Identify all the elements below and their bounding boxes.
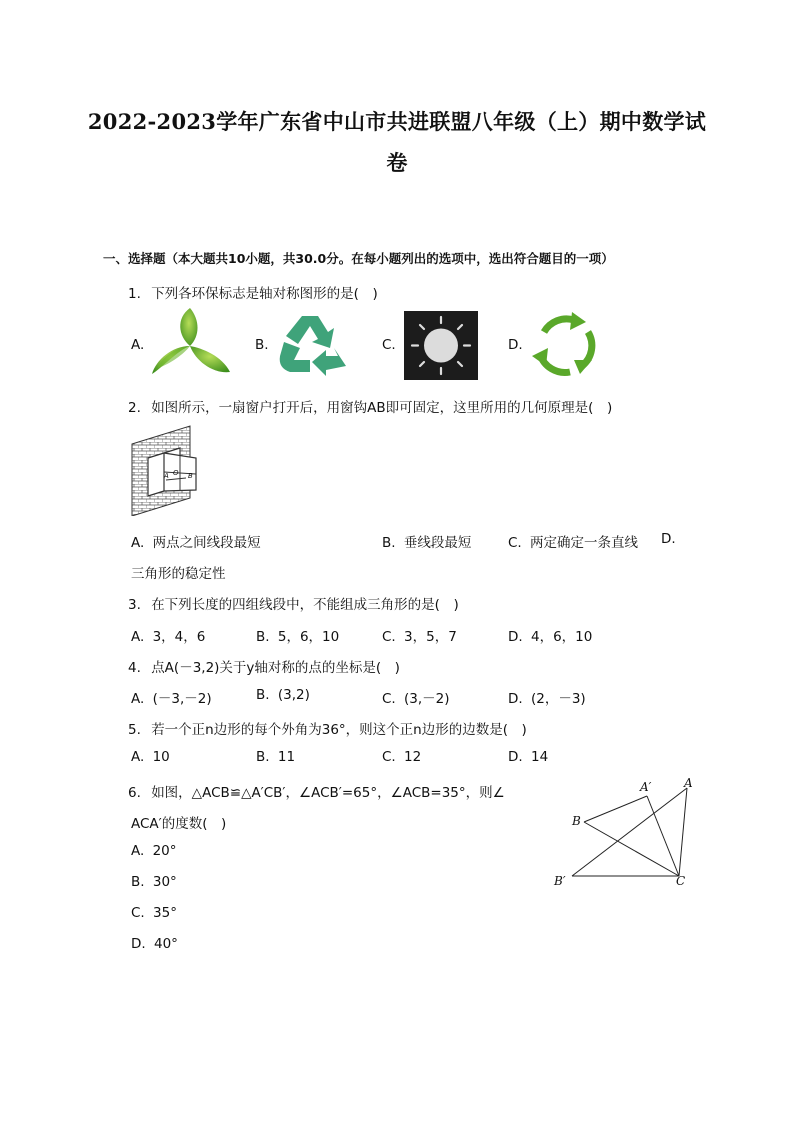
q4-option-c: C. (3,－2) bbox=[382, 691, 450, 707]
figure-label-b: B bbox=[188, 472, 193, 480]
label-b: B bbox=[572, 814, 581, 828]
question-number: 3. bbox=[128, 597, 141, 613]
title-line-2: 卷 bbox=[386, 150, 408, 175]
recycle-icon bbox=[274, 308, 356, 378]
question-text: 如图所示，一扇窗户打开后，用窗钩AB即可固定，这里所用的几何原理是( ) bbox=[151, 400, 613, 416]
question-1 bbox=[128, 282, 378, 302]
question-text: 若一个正n边形的每个外角为36°，则这个正n边形的边数是( ) bbox=[151, 722, 527, 738]
q4-option-b: B. (3,2) bbox=[256, 687, 310, 703]
question-text: 下列各环保标志是轴对称图形的是( ) bbox=[151, 286, 378, 302]
q5-option-d: D. 14 bbox=[508, 749, 549, 765]
q2-option-b: B. 垂线段最短 bbox=[382, 535, 472, 551]
q4-option-a: A. (－3,－2) bbox=[131, 691, 212, 707]
label-a-prime: A′ bbox=[640, 780, 652, 794]
q2-option-c: C. 两定确定一条直线 bbox=[508, 535, 639, 551]
circular-arrows-icon bbox=[530, 310, 600, 380]
question-2 bbox=[128, 396, 612, 416]
q6-option-a: A. 20° bbox=[131, 843, 177, 859]
question-number: 4. bbox=[128, 660, 141, 676]
q6-option-b: B. 30° bbox=[131, 874, 177, 890]
figure-label-o: O bbox=[173, 469, 179, 477]
question-number: 2. bbox=[128, 400, 141, 416]
label-a: A bbox=[684, 776, 693, 790]
question-text-line-2: ACA′的度数( ) bbox=[131, 816, 227, 832]
q1-option-a-label: A. bbox=[131, 337, 145, 353]
q2-option-d-label: D. bbox=[661, 531, 676, 547]
q5-option-c: C. 12 bbox=[382, 749, 422, 765]
q3-option-a: A. 3，4，6 bbox=[131, 629, 206, 645]
q2-option-a: A. 两点之间线段最短 bbox=[131, 535, 261, 551]
question-3 bbox=[128, 593, 459, 613]
question-number: 1. bbox=[128, 286, 141, 302]
title-line-1: 2022-2023学年广东省中山市共进联盟八年级（上）期中数学试 bbox=[87, 109, 707, 134]
page-title-continued bbox=[0, 147, 794, 177]
question-number: 6. bbox=[128, 785, 141, 801]
three-leaf-icon bbox=[148, 306, 232, 378]
q1-option-b-label: B. bbox=[255, 337, 269, 353]
question-5 bbox=[128, 718, 527, 738]
q2-option-d-text: 三角形的稳定性 bbox=[131, 566, 226, 582]
question-6 bbox=[128, 781, 505, 801]
question-number: 5. bbox=[128, 722, 141, 738]
label-c: C bbox=[676, 874, 686, 888]
question-text-line-1: 如图，△ACB≌△A′CB′，∠ACB′=65°，∠ACB=35°，则∠ bbox=[151, 785, 505, 801]
sun-icon bbox=[404, 311, 478, 380]
figure-label-a: A bbox=[164, 472, 169, 480]
label-b-prime: B′ bbox=[554, 874, 566, 888]
q3-option-c: C. 3，5，7 bbox=[382, 629, 457, 645]
question-text: 点A(－3,2)关于y轴对称的点的坐标是( ) bbox=[151, 660, 400, 676]
q1-option-d-label: D. bbox=[508, 337, 523, 353]
section-heading: 一、选择题（本大题共10小题，共30.0分。在每小题列出的选项中，选出符合题目的一项） bbox=[103, 251, 614, 266]
triangle-figure bbox=[552, 776, 702, 892]
q5-option-a: A. 10 bbox=[131, 749, 170, 765]
page-title bbox=[0, 106, 794, 136]
q3-option-b: B. 5，6，10 bbox=[256, 629, 340, 645]
q1-option-c-label: C. bbox=[382, 337, 396, 353]
question-text: 在下列长度的四组线段中，不能组成三角形的是( ) bbox=[151, 597, 459, 613]
question-4 bbox=[128, 656, 400, 676]
q6-option-d: D. 40° bbox=[131, 936, 178, 952]
q3-option-d: D. 4，6，10 bbox=[508, 629, 593, 645]
q5-option-b: B. 11 bbox=[256, 749, 296, 765]
q4-option-d: D. (2，－3) bbox=[508, 691, 586, 707]
window-figure bbox=[130, 424, 200, 516]
q6-option-c: C. 35° bbox=[131, 905, 177, 921]
